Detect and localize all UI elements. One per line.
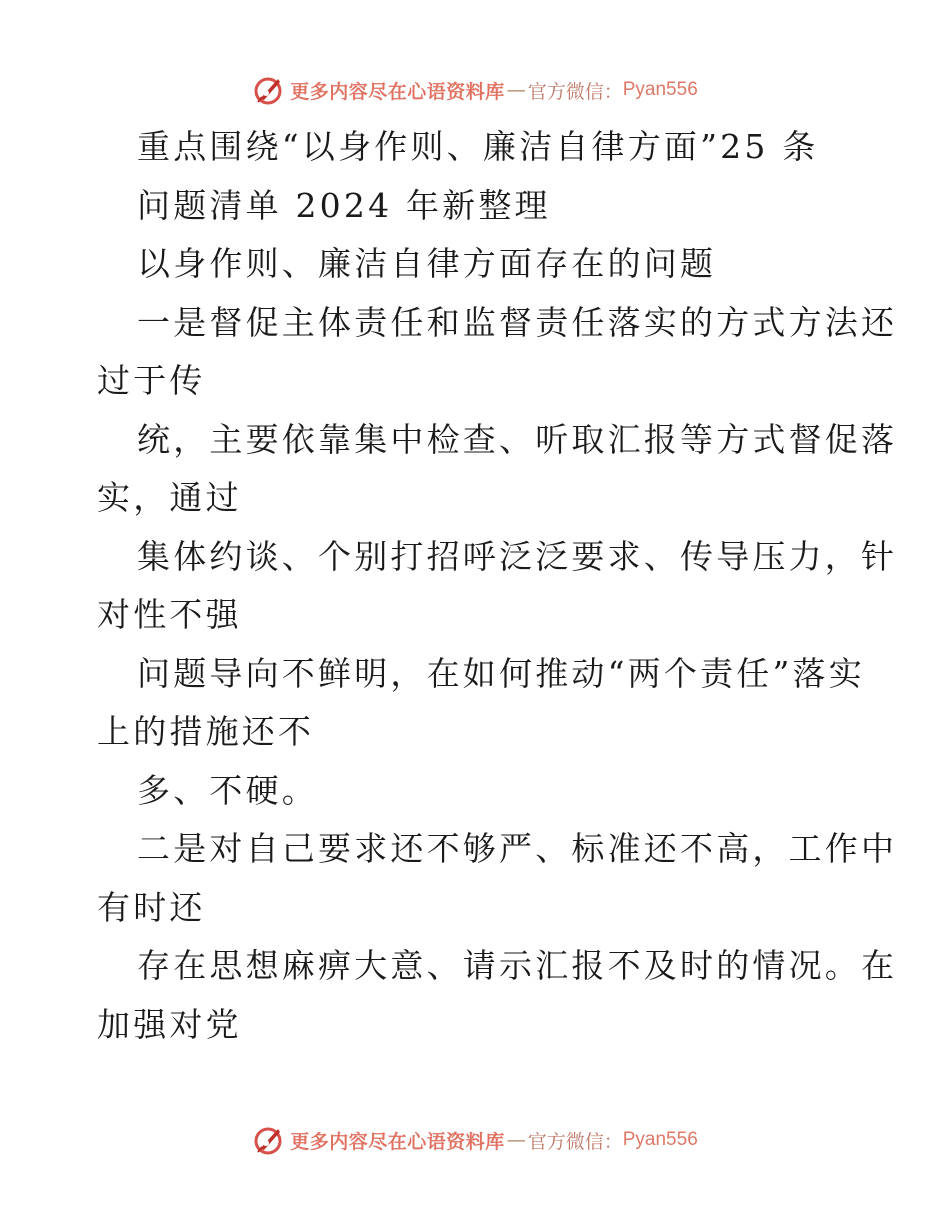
text-line: 实，通过 (97, 478, 242, 517)
header-watermark (0, 70, 950, 110)
text-line: 加强对党 (97, 1004, 242, 1044)
document-body (97, 118, 898, 1054)
text-line: 对性不强 (97, 595, 242, 634)
watermark-wechat-label: 官方微信： (527, 1130, 623, 1153)
quill-logo-icon (252, 73, 286, 107)
watermark-wechat-id: Pyan556 (622, 79, 698, 100)
text-line: 问题导向不鲜明，在如何推动“两个责任”落实 (137, 653, 865, 693)
text-line: 集体约谈、个别打招呼泛泛要求、传导压力，针 (137, 536, 898, 576)
footer-watermark (0, 1120, 950, 1160)
watermark-wechat-id: Pyan556 (622, 1129, 698, 1150)
text-line: 问题清单 2024 年新整理 (137, 185, 551, 225)
text-line: 上的措施还不 (97, 712, 315, 751)
quill-logo-icon (252, 1123, 286, 1157)
watermark-text: 更多内容尽在心语资料库 (290, 80, 505, 103)
text-line: 二是对自己要求还不够严、标准还不高，工作中 (137, 829, 898, 868)
watermark-text: 更多内容尽在心语资料库 (290, 1130, 505, 1153)
watermark-dash: — (506, 1129, 526, 1151)
text-line: 存在思想麻痹大意、请示汇报不及时的情况。在 (137, 946, 898, 985)
text-line: 有时还 (97, 887, 206, 927)
text-line: 过于传 (97, 361, 206, 400)
watermark-wechat-label: 官方微信： (527, 80, 623, 103)
text-line: 重点围绕“以身作则、廉洁自律方面”25 条 (137, 127, 819, 166)
text-line: 统，主要依靠集中检查、听取汇报等方式督促落 (137, 419, 898, 459)
text-line: 以身作则、廉洁自律方面存在的问题 (137, 244, 717, 283)
text-line: 一是督促主体责任和监督责任落实的方式方法还 (137, 302, 898, 342)
watermark-dash: — (506, 79, 526, 101)
text-line: 多、不硬。 (137, 770, 318, 810)
